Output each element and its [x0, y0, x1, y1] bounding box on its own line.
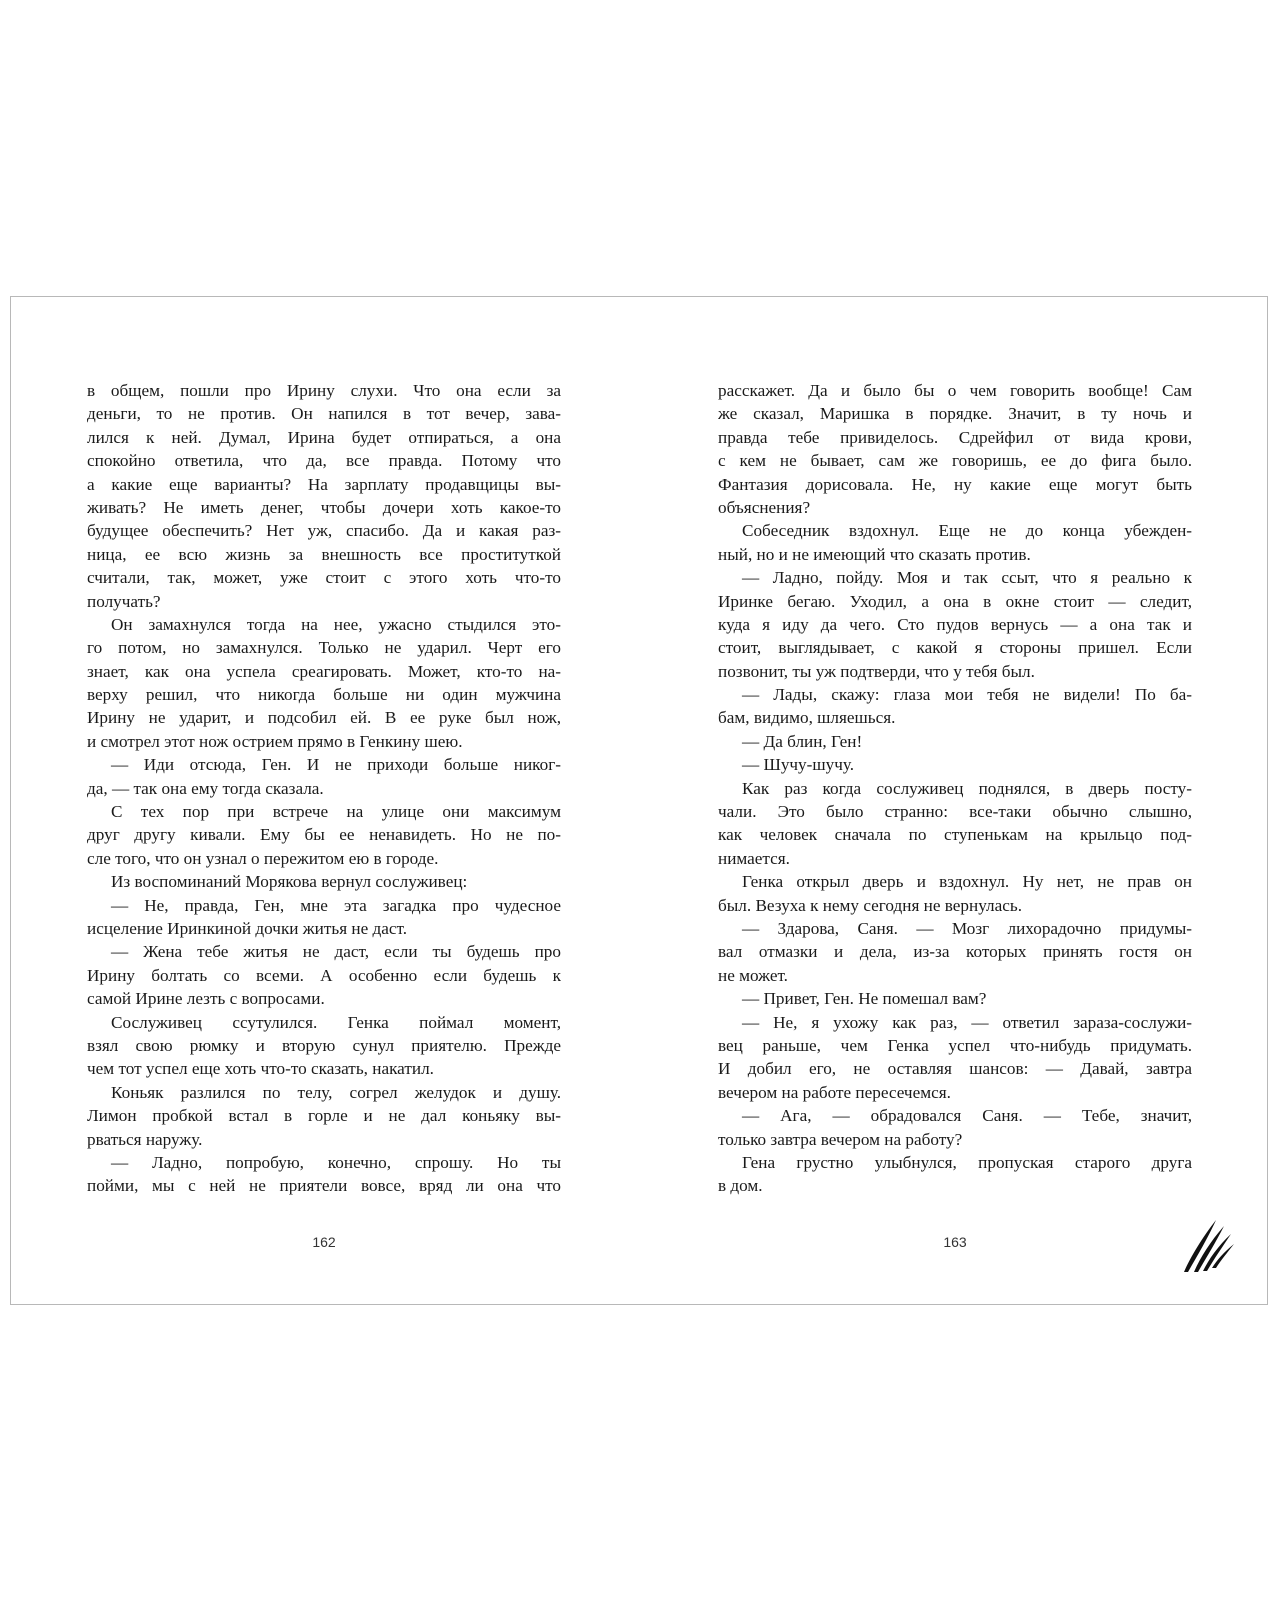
text-line: — Ладно, попробую, конечно, спрошу. Но ты [111, 1152, 561, 1172]
text-line: Фантазия дорисовала. Не, ну какие еще могут быть [718, 474, 1192, 494]
text-line: — Лады, скажу: глаза мои тебя не видели! По ба- [742, 685, 1192, 705]
text-line: чали. Это было странно: все-таки обычно слышно, [718, 802, 1192, 822]
text-line: стоит, выглядывает, с какой я стороны пришел. Если [718, 638, 1192, 658]
text-line: Сослуживец ссутулился. Генка поймал момент, [111, 1012, 561, 1032]
text-line: — Шучу-шучу. [742, 755, 855, 775]
text-line: был. Везуха к нему сегодня не вернулась. [718, 895, 1023, 915]
text-line: Гена грустно улыбнулся, пропуская старого друга [742, 1152, 1192, 1172]
text-line: рваться наружу. [87, 1129, 203, 1149]
text-line: да, — так она ему тогда сказала. [87, 778, 324, 798]
text-line: Генка открыл дверь и вздохнул. Ну нет, не прав он [742, 872, 1192, 892]
right-page [718, 379, 1192, 1198]
text-line: го потом, но замахнулся. Только не ударил. Черт его [87, 638, 561, 658]
left-page-text [87, 379, 561, 1198]
text-line: объяснения? [718, 497, 811, 517]
text-line: взял свою рюмку и вторую сунул приятелю. Прежде [87, 1035, 561, 1055]
text-line: С тех пор при встрече на улице они максимум [111, 802, 561, 822]
text-line: самой Ирине лезть с вопросами. [87, 989, 325, 1009]
text-line: и смотрел этот нож острием прямо в Генкину шею. [87, 731, 463, 751]
left-page-number: 162 [312, 1234, 336, 1250]
text-line: Коньяк разлился по телу, согрел желудок и душу. [111, 1082, 561, 1102]
text-line: с кем не бывает, сам же говоришь, ее до фига было. [718, 451, 1192, 471]
text-line: Ирину болтать со всеми. А особенно если будешь к [87, 965, 561, 985]
text-line: ный, но и не имеющий что сказать против. [718, 544, 1031, 564]
text-line: — Жена тебе житья не даст, если ты будешь про [111, 942, 561, 962]
text-line: же сказал, Маришка в порядке. Значит, в ту ночь и [718, 404, 1192, 424]
text-line: — Да блин, Ген! [742, 731, 863, 751]
text-line: будущее обеспечить? Нет уж, спасибо. Да и какая раз- [87, 521, 561, 541]
text-line: в дом. [718, 1176, 763, 1196]
text-line: куда я иду да чего. Сто пудов вернусь — а она так и [718, 614, 1192, 634]
right-page-text [718, 379, 1192, 1198]
text-line: знает, как она успела среагировать. Может, кто-то на- [87, 661, 561, 681]
book-spread [10, 296, 1268, 1305]
text-line: — Иди отсюда, Ген. И не приходи больше никог- [111, 755, 561, 775]
text-line: — Ага, — обрадовался Саня. — Тебе, значит, [742, 1106, 1192, 1126]
text-line: лился к ней. Думал, Ирина будет отпираться, а она [87, 427, 561, 447]
text-line: — Не, я ухожу как раз, — ответил зараза-сослужи- [742, 1012, 1192, 1032]
text-line: чем тот успел еще хоть что-то сказать, накатил. [87, 1059, 434, 1079]
text-line: Из воспоминаний Морякова вернул сослуживец: [111, 872, 468, 892]
text-line: исцеление Иринкиной дочки житья не даст. [87, 918, 408, 938]
text-line: Он замахнулся тогда на нее, ужасно стыдился это- [111, 614, 561, 634]
text-line: — Ладно, пойду. Моя и так ссыт, что я реально к [742, 568, 1192, 588]
text-line: правда тебе привиделось. Сдрейфил от вида крови, [718, 427, 1192, 447]
text-line: ница, ее всю жизнь за внешность все проституткой [87, 544, 561, 564]
text-line: сле того, что он узнал о пережитом ею в городе. [87, 848, 439, 868]
text-line: а какие еще варианты? На зарплату продавщицы вы- [87, 474, 561, 494]
text-line: получать? [87, 591, 161, 611]
text-line: расскажет. Да и было бы о чем говорить вообще! Сам [718, 381, 1192, 400]
text-line: Лимон пробкой встал в горле и не дал коньяку вы- [87, 1106, 561, 1126]
text-line: как человек сначала по ступенькам на крыльцо под- [718, 825, 1192, 845]
text-line: вец раньше, чем Генка успел что-нибудь придумать. [718, 1035, 1192, 1055]
text-line: считали, так, может, уже стоит с этого хоть что-то [87, 568, 561, 588]
text-line: позвонит, ты уж подтверди, что у тебя был. [718, 661, 1035, 681]
text-line: верху решил, что никогда больше ни один мужчина [87, 685, 561, 705]
text-line: вал отмазки и дела, из-за которых принять гостя он [718, 942, 1192, 962]
left-page [87, 379, 561, 1198]
text-line: Как раз когда сослуживец поднялся, в дверь посту- [742, 778, 1192, 798]
text-line: Собеседник вздохнул. Еще не до конца убежден- [742, 521, 1192, 541]
text-line: И добил его, не оставляя шансов: — Давай, завтра [718, 1059, 1192, 1079]
text-line: не может. [718, 965, 788, 985]
text-line: только завтра вечером на работу? [718, 1129, 963, 1149]
text-line: — Не, правда, Ген, мне эта загадка про чудесное [111, 895, 561, 915]
text-line: живать? Не иметь денег, чтобы дочери хоть какое-то [87, 497, 561, 517]
text-line: вечером на работе пересечемся. [718, 1082, 951, 1102]
text-line: — Привет, Ген. Не помешал вам? [742, 989, 987, 1009]
text-line: в общем, пошли про Ирину слухи. Что она если за [87, 381, 561, 400]
text-line: бам, видимо, шляешься. [718, 708, 896, 728]
claw-scratch-icon [1176, 1214, 1236, 1274]
text-line: Ирину не ударит, и подсобил ей. В ее руке был нож, [87, 708, 561, 728]
text-line: друг другу кивали. Ему бы ее ненавидеть. Но не по- [87, 825, 561, 845]
text-line: — Здарова, Саня. — Мозг лихорадочно придумы- [742, 918, 1192, 938]
text-line: Иринке бегаю. Уходил, а она в окне стоит — следит, [718, 591, 1192, 611]
text-line: нимается. [718, 848, 790, 868]
text-line: деньги, то не против. Он напился в тот вечер, зава- [87, 404, 561, 424]
text-line: пойми, мы с ней не приятели вовсе, вряд ли она что [87, 1176, 561, 1196]
text-line: спокойно ответила, что да, все правда. Потому что [87, 451, 561, 471]
right-page-number: 163 [943, 1234, 967, 1250]
